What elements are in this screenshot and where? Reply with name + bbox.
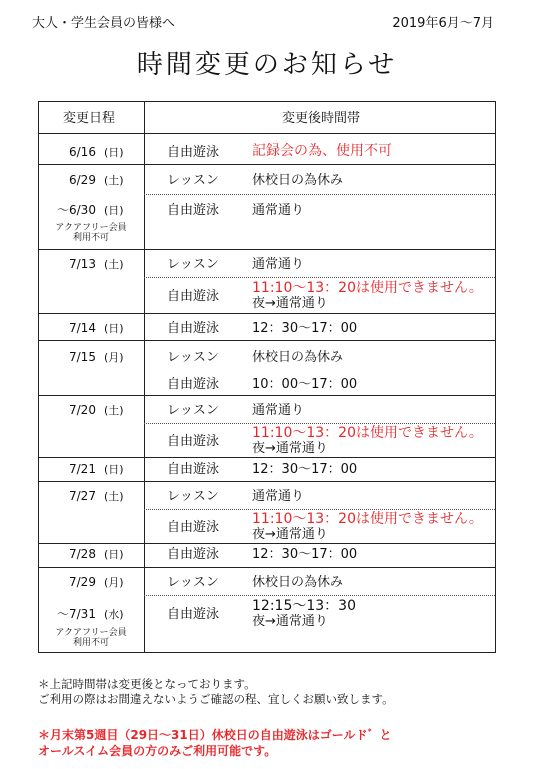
schedule-detail: 12：30～17：00 <box>252 321 358 336</box>
row-divider <box>39 457 495 458</box>
activity-label: 自由遊泳 <box>167 377 220 392</box>
header-time: 変更後時間帯 <box>282 111 361 126</box>
row-divider <box>39 567 495 568</box>
date-label: 7/15 (月) <box>69 350 124 364</box>
schedule-detail: 12：30～17：00 <box>252 462 358 477</box>
date-label: 7/29 (月) <box>69 575 124 589</box>
row-divider <box>39 133 495 134</box>
member-note: アクアフリー会員 利用不可 <box>55 223 127 243</box>
row-divider <box>39 395 495 396</box>
row-separator-dotted <box>144 509 495 510</box>
row-divider <box>39 543 495 544</box>
date-label: 7/21 (日) <box>69 462 124 476</box>
row-separator-dotted <box>144 194 495 195</box>
row-separator-dotted <box>144 277 495 278</box>
date-label: 7/27 (土) <box>69 489 124 503</box>
column-divider <box>144 102 145 652</box>
schedule-detail: 休校日の為休み <box>252 575 344 590</box>
date-label: ～7/31 (水) <box>57 607 124 621</box>
activity-label: レッスン <box>167 350 219 365</box>
activity-label: 自由遊泳 <box>167 607 220 622</box>
period-label: 2019年6月～7月 <box>392 16 494 31</box>
activity-label: 自由遊泳 <box>167 462 220 477</box>
activity-label: レッスン <box>167 489 219 504</box>
row-divider <box>39 313 495 314</box>
footer-notice-1: ＊月末第5週目（29日～31日）休校日の自由遊泳はゴールド゛と <box>38 728 392 742</box>
row-divider <box>39 249 495 250</box>
date-label: ～6/30 (日) <box>57 203 124 217</box>
schedule-detail: 通常通り <box>252 203 305 218</box>
schedule-detail: 通常通り <box>252 403 305 418</box>
member-note: アクアフリー会員 利用不可 <box>55 628 127 648</box>
schedule-table <box>38 101 496 653</box>
schedule-detail: 通常通り <box>252 489 305 504</box>
schedule-detail-night: 夜→通常通り <box>252 296 328 311</box>
activity-label: 自由遊泳 <box>167 434 220 449</box>
activity-label: レッスン <box>167 403 219 418</box>
row-divider <box>39 340 495 341</box>
activity-label: 自由遊泳 <box>167 321 220 336</box>
audience-heading: 大人・学生会員の皆様へ <box>32 16 176 31</box>
schedule-detail: 通常通り <box>252 257 305 272</box>
date-label: 7/20 (土) <box>69 403 124 417</box>
activity-label: 自由遊泳 <box>167 203 220 218</box>
schedule-detail: 休校日の為休み <box>252 350 344 365</box>
schedule-detail-night: 夜→通常通り <box>252 441 328 456</box>
footer-notice-2: オールスイム会員の方のみご利用可能です。 <box>38 744 277 758</box>
schedule-detail: 11:10～13：20は使用できません。 <box>252 511 483 527</box>
schedule-detail: 記録会の為、使用不可 <box>252 143 392 159</box>
footer-note-2: ご利用の際はお間違えないようご確認の程、宜しくお願い致します。 <box>38 692 394 706</box>
activity-label: 自由遊泳 <box>167 520 220 535</box>
schedule-detail: 10：00～17：00 <box>252 377 358 392</box>
date-label: 7/14 (日) <box>69 321 124 335</box>
footer-note-1: ＊上記時間帯は変更後となっております。 <box>38 677 256 691</box>
activity-label: 自由遊泳 <box>167 547 220 562</box>
page-title: 時間変更のお知らせ <box>136 50 398 80</box>
date-label: 7/13 (土) <box>69 257 124 271</box>
schedule-detail: 12:15～13：30 <box>252 598 356 614</box>
activity-label: レッスン <box>167 173 219 188</box>
schedule-detail: 休校日の為休み <box>252 173 344 188</box>
activity-label: レッスン <box>167 257 219 272</box>
schedule-detail: 11:10～13：20は使用できません。 <box>252 425 483 441</box>
activity-label: 自由遊泳 <box>167 145 220 160</box>
date-label: 6/29 (土) <box>69 173 124 187</box>
date-label: 6/16 (日) <box>69 145 124 159</box>
schedule-detail-night: 夜→通常通り <box>252 527 328 542</box>
row-divider <box>39 481 495 482</box>
schedule-detail-night: 夜→通常通り <box>252 614 328 629</box>
date-label: 7/28 (日) <box>69 547 124 561</box>
activity-label: レッスン <box>167 575 219 590</box>
schedule-detail: 12：30～17：00 <box>252 547 358 562</box>
row-separator-dotted <box>144 595 495 596</box>
schedule-detail: 11:10～13：20は使用できません。 <box>252 280 483 296</box>
row-divider <box>39 164 495 165</box>
row-separator-dotted <box>144 423 495 424</box>
activity-label: 自由遊泳 <box>167 289 220 304</box>
header-date: 変更日程 <box>63 111 116 126</box>
